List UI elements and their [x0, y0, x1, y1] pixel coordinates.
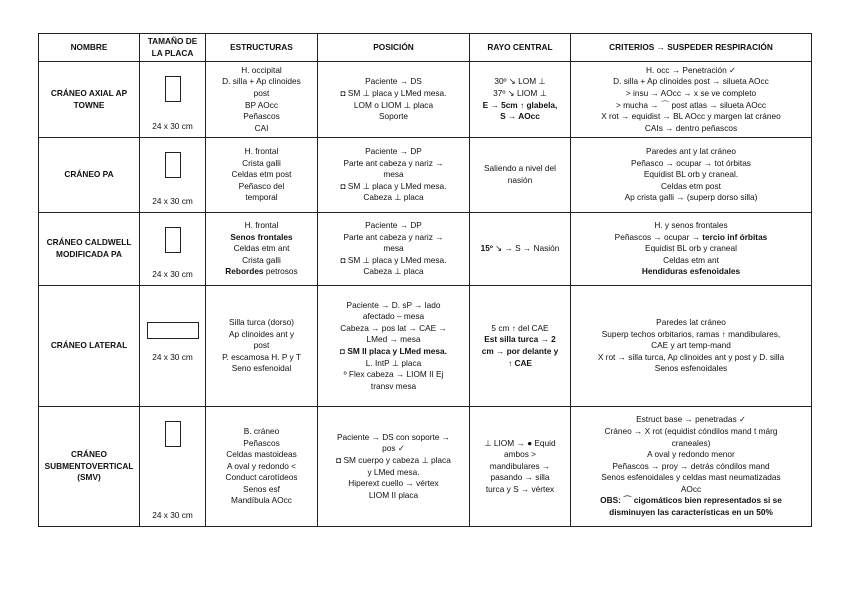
cell-line: LMed → mesa — [366, 334, 421, 345]
cell-line: P. escamosa H. P y T — [222, 351, 301, 362]
criterios-cell — [571, 286, 812, 407]
cell-line: Paciente → DP — [365, 146, 422, 157]
plate-size-cell — [140, 407, 206, 527]
cell-line: 30º ↘ LOM ⊥ — [494, 76, 546, 87]
cell-line: CAE y art temp-mand — [651, 340, 731, 351]
plate-size-cell — [140, 286, 206, 407]
projection-name: CRÁNEO PA — [39, 138, 140, 213]
cell-line: ◘ SM cuerpo y cabeza ⊥ placa — [336, 454, 451, 465]
cell-line: Peñasco del — [238, 180, 285, 191]
cell-line: Hendiduras esfenoidales — [641, 266, 741, 277]
cell-line: post — [253, 340, 270, 351]
cell-line: Cabeza ⊥ placa — [363, 266, 424, 277]
projection-name: CRÁNEO SUBMENTOVERTICAL (SMV) — [39, 407, 140, 527]
cell-line: Conduct carotídeos — [225, 472, 298, 483]
rayo-central-cell — [470, 138, 571, 213]
rayo-central-cell — [470, 286, 571, 407]
cell-line: Crista galli — [242, 254, 281, 265]
cell-line: Crista galli — [242, 157, 281, 168]
cell-line: mesa — [383, 169, 404, 180]
posicion-cell — [318, 213, 470, 286]
estructuras-cell — [206, 62, 318, 138]
cell-line: L. IntP ⊥ placa — [365, 357, 422, 368]
cell-line: turca y S → vértex — [485, 483, 555, 494]
cell-line: H. y senos frontales — [654, 220, 728, 231]
criterios-cell — [571, 407, 812, 527]
cell-line: mandibulares → — [489, 460, 551, 471]
cell-line: temporal — [245, 192, 278, 203]
cell-line: Estruct base → penetradas ✓ — [636, 414, 746, 425]
rayo-central-cell — [470, 62, 571, 138]
cell-line: Paciente → DP — [365, 220, 422, 231]
projection-name: CRÁNEO AXIAL AP TOWNE — [39, 62, 140, 138]
plate-icon — [165, 76, 181, 102]
cell-line: BP AOcc — [244, 99, 279, 110]
cell-line: 15º ↘ → S → Nasión — [480, 243, 560, 254]
cell-line: afectado – mesa — [362, 311, 425, 322]
plate-icon — [147, 322, 199, 339]
table-row — [39, 407, 812, 527]
cell-line: Peñascos — [243, 437, 280, 448]
cell-line: CAIs → dentro peñascos — [644, 122, 738, 133]
cell-line: CAI — [254, 122, 269, 133]
cell-line: H. frontal — [244, 220, 279, 231]
plate-size-label: 24 x 30 cm — [152, 352, 193, 362]
posicion-cell — [318, 286, 470, 407]
rayo-central-cell — [470, 213, 571, 286]
plate-size-cell — [140, 213, 206, 286]
plate-size-cell — [140, 138, 206, 213]
cell-line: > mucha → ⌒ post atlas → silueta AOcc — [615, 99, 767, 110]
cell-line: B. cráneo — [243, 425, 280, 436]
cell-line: ◘ SM ⊥ placa y LMed mesa. — [340, 180, 447, 191]
table-row — [39, 138, 812, 213]
plate-size-label: 24 x 30 cm — [152, 196, 193, 207]
cell-line: Rebordes petrosos — [225, 266, 298, 277]
cell-line: Celdas etm ant — [233, 243, 290, 254]
header-row — [39, 34, 812, 62]
cell-line: Peñascos → proy → detrás cóndilos mand — [612, 460, 770, 471]
cell-line: Peñasco → ocupar → tot órbitas — [631, 157, 751, 168]
cell-line: Cabeza ⊥ placa — [363, 192, 424, 203]
header-posicion: POSICIÓN — [318, 34, 470, 62]
criterios-cell — [571, 213, 812, 286]
header-nombre: NOMBRE — [39, 34, 140, 62]
cell-line: Soporte — [378, 111, 409, 122]
cell-line: pos ✓ — [382, 443, 405, 454]
cell-line: Saliendo a nivel del — [484, 163, 556, 174]
cell-line: y LMed mesa. — [367, 466, 420, 477]
cell-line: D. silla + Ap clinoides — [222, 76, 301, 87]
plate-size-label: 24 x 30 cm — [152, 269, 193, 280]
cell-line: LOM o LIOM ⊥ placa — [353, 99, 434, 110]
cell-line: ⊥ LIOM → ● Equid — [484, 437, 556, 448]
cell-line: Parte ant cabeza y nariz → — [343, 231, 444, 242]
cell-line: Parte ant cabeza y nariz → — [343, 157, 444, 168]
header-criterios: CRITERIOS → SUSPEDER RESPIRACIÓN — [571, 34, 812, 62]
cell-line: cm → por delante y — [481, 346, 559, 356]
plate-icon — [165, 152, 181, 178]
cell-line: Senos esfenoidales — [654, 363, 728, 374]
cell-line: Paciente → DS con soporte → — [337, 431, 450, 442]
cell-line: E → 5cm ↑ glabela, — [482, 99, 558, 110]
cell-line: post — [253, 87, 270, 98]
table-row — [39, 213, 812, 286]
cell-line: ◘ SM ⊥ placa y LMed mesa. — [340, 87, 447, 98]
cell-line: Paredes lat cráneo — [656, 317, 726, 328]
estructuras-cell — [206, 407, 318, 527]
criterios-cell — [571, 62, 812, 138]
posicion-cell — [318, 407, 470, 527]
estructuras-cell — [206, 286, 318, 407]
cell-line: H. occ → Penetración ✓ — [646, 64, 736, 75]
cell-line: Peñascos — [243, 111, 280, 122]
cell-line: Est silla turca → 2 — [484, 334, 556, 345]
cell-line: Ap crista galli → (superp dorso silla) — [624, 192, 758, 203]
posicion-cell — [318, 138, 470, 213]
cell-line: Senos frontales — [230, 231, 293, 242]
cell-line: Seno esfenoidal — [231, 363, 292, 374]
cell-line: ◘ SM II placa y LMed mesa. — [340, 346, 447, 356]
plate-icon — [165, 227, 181, 253]
cell-line: X rot → equidist → BL AOcc y margen lat cráneo — [601, 111, 781, 122]
cell-line: H. frontal — [244, 146, 279, 157]
cell-line: Celdas etm post — [661, 180, 721, 191]
cell-line: Celdas etm ant — [663, 254, 719, 265]
header-tamano: TAMAÑO DE LA PLACA — [140, 34, 206, 62]
cell-line: AOcc — [680, 483, 702, 494]
cell-line: Silla turca (dorso) — [228, 317, 294, 328]
cell-line: Ap clinoides ant y — [228, 328, 295, 339]
cell-line: ambos > — [503, 449, 537, 460]
projection-name: CRÁNEO CALDWELL MODIFICADA PA — [39, 213, 140, 286]
cell-line: Celdas etm post — [231, 169, 292, 180]
cell-line: LIOM II placa — [368, 489, 419, 500]
cell-line: º Flex cabeza → LIOM II Ej — [343, 369, 444, 380]
cell-line: Paciente → D. sP → lado — [346, 299, 441, 310]
cell-line: Equidist BL orb y craneal. — [643, 169, 739, 180]
cell-line: mesa — [383, 243, 404, 254]
cell-line: D. silla + Ap clinoides post → silueta AOcc — [613, 76, 769, 87]
cell-line: Celdas mastoideas — [226, 449, 297, 460]
cell-line: transv mesa — [370, 380, 417, 391]
cell-line: Paredes ant y lat cráneo — [646, 146, 736, 157]
cell-line: ◘ SM ⊥ placa y LMed mesa. — [340, 254, 447, 265]
cell-line: Senos esf — [243, 483, 280, 494]
cell-line: 5 cm ↑ del CAE — [491, 322, 549, 333]
cell-line: Equidist BL orb y craneal — [645, 243, 737, 254]
header-estructuras: ESTRUCTURAS — [206, 34, 318, 62]
cell-line: A oval y redondo < — [227, 460, 296, 471]
plate-icon — [165, 421, 181, 447]
cell-line: craneales) — [671, 437, 711, 448]
cell-line: 37º ↘ LIOM ⊥ — [493, 87, 547, 98]
cell-line: disminuyen las características en un 50% — [609, 507, 773, 518]
cell-line: S → AOcc — [500, 111, 540, 122]
plate-size-label: 24 x 30 cm — [152, 121, 193, 132]
cell-line: OBS: ⌒ cigomáticos bien representados si se — [600, 495, 782, 506]
projection-name: CRÁNEO LATERAL — [39, 286, 140, 407]
criterios-cell — [571, 138, 812, 213]
plate-size-label: 24 x 30 cm — [152, 510, 193, 521]
cell-line: nasión — [507, 175, 533, 185]
cell-line: ↑ CAE — [508, 357, 532, 368]
table-row — [39, 286, 812, 407]
cell-line: X rot → silla turca, Ap clinoides ant y post y D. silla — [597, 351, 785, 362]
plate-size-cell — [140, 62, 206, 138]
cell-line: Cráneo → X rot (equidist cóndilos mand t márg — [604, 425, 778, 436]
cell-line: > insu → AOcc → x se ve completo — [625, 87, 757, 98]
header-rayo-central: RAYO CENTRAL — [470, 34, 571, 62]
cell-line: Peñascos → ocupar → tercio inf órbitas — [614, 231, 768, 242]
posicion-cell — [318, 62, 470, 138]
cell-line: pasando → silla — [490, 472, 550, 483]
cell-line: Mandíbula AOcc — [231, 495, 292, 506]
cell-line: A oval y redondo menor — [647, 449, 735, 460]
cell-line: Cabeza → pos lat → CAE → — [340, 322, 447, 333]
estructuras-cell — [206, 213, 318, 286]
estructuras-cell — [206, 138, 318, 213]
cell-line: Superp techos orbitarios, ramas ↑ mandibulares, — [601, 328, 781, 339]
rayo-central-cell — [470, 407, 571, 527]
cell-line: Paciente → DS — [365, 76, 422, 87]
table-row — [39, 62, 812, 138]
cell-line: Senos esfenoidales y celdas mast neumatizadas — [601, 472, 781, 483]
radiography-table — [38, 33, 812, 527]
cell-line: H. occipital — [241, 64, 282, 75]
cell-line: Hiperext cuello → vértex — [348, 478, 439, 489]
